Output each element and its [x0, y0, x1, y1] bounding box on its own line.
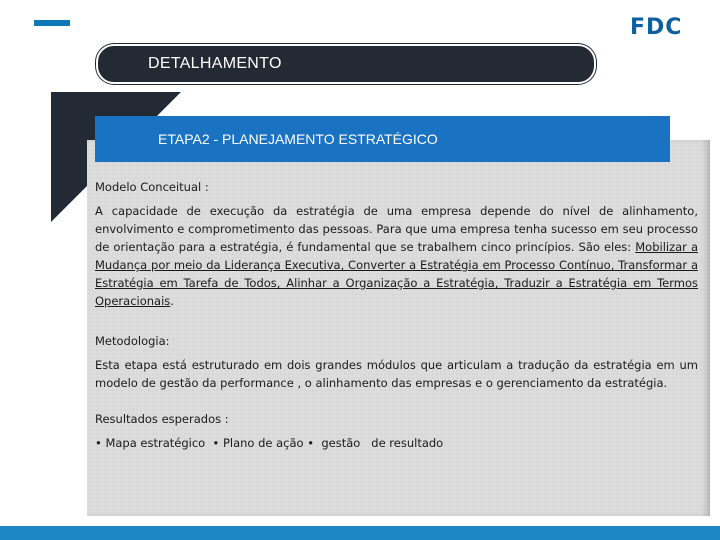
modelo-paragraph	[95, 202, 698, 310]
page-title: DETALHAMENTO	[148, 55, 282, 72]
fdc-logo: FDC	[630, 15, 683, 40]
modelo-heading: Modelo Conceitual :	[95, 180, 209, 194]
top-accent-dash	[34, 20, 70, 26]
modelo-principles: Mobilizar a Mudança por meio da Liderança Executiva, Converter a Estratégia em Processo Contínuo, Transformar a Estratégia em Tarefa de Todos, Alinhar a Organização a Estratégia, Traduzir a Estratégia em Termos Operacionais	[95, 240, 699, 308]
stage-title: ETAPA2 - PLANEJAMENTO ESTRATÉGICO	[158, 131, 438, 147]
metodologia-paragraph: Esta etapa está estruturado em dois grandes módulos que articulam a tradução da estratégia em um modelo de gestão da performance , o alinhamento das empresas e o gerenciamento da estratégia.	[95, 358, 698, 390]
metodologia-heading: Metodologia:	[95, 334, 170, 348]
bottom-accent-bar	[0, 526, 720, 540]
stage-banner	[95, 116, 670, 162]
modelo-intro: A capacidade de execução da estratégia de uma empresa depende do nível de alinhamento, envolvimento e comprometimento das pessoas. Para que uma empresa tenha sucesso em seu processo de orientação para a estratégia, é fundamental que se trabalhem cinco princípios. São eles:	[95, 204, 698, 254]
resultados-list: • Mapa estratégico • Plano de ação • gestão de resultado	[95, 436, 444, 450]
modelo-end: .	[170, 294, 174, 308]
content-body	[95, 178, 698, 452]
resultados-heading: Resultados esperados :	[95, 412, 229, 426]
title-banner	[96, 44, 596, 84]
